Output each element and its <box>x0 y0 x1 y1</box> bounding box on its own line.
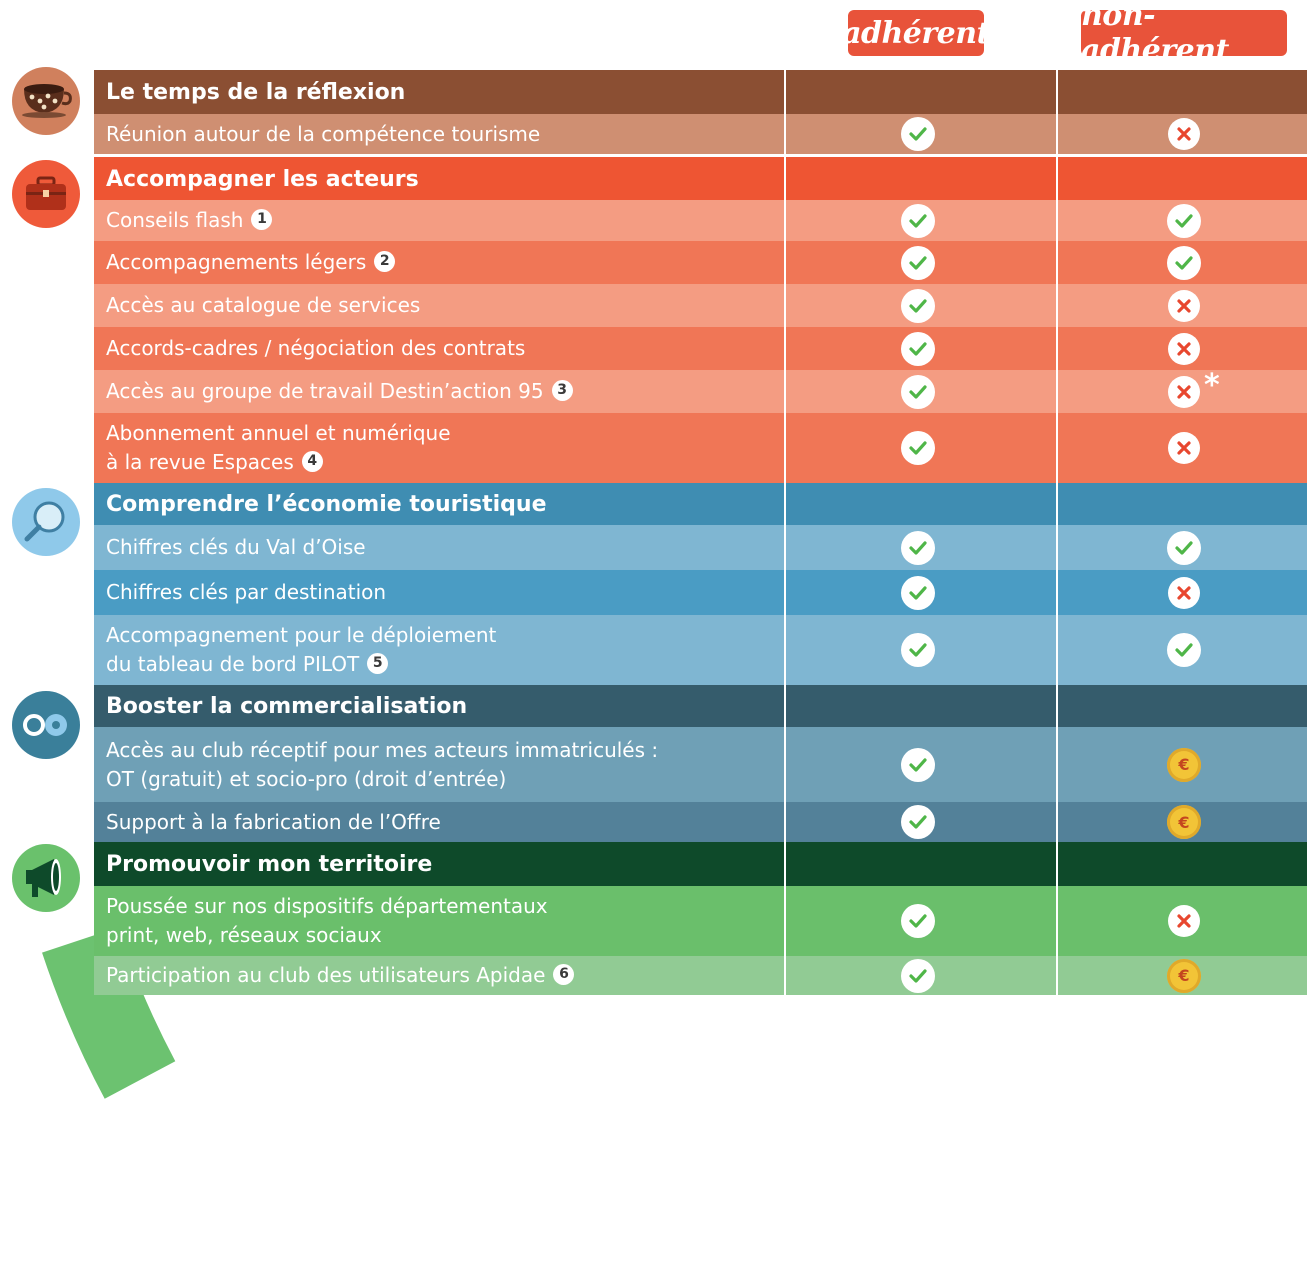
table-row <box>94 615 1307 685</box>
check-icon <box>1167 204 1201 238</box>
cross-icon <box>1168 333 1200 365</box>
table-row <box>94 200 1307 241</box>
megaphone-icon <box>12 844 80 912</box>
row-label-line: Abonnement annuel et numérique <box>106 421 451 445</box>
euro-coin-icon: € <box>1167 805 1201 839</box>
section-title-text: Accompagner les acteurs <box>106 166 419 192</box>
footnote-number-badge: 2 <box>374 251 395 272</box>
row-label-text <box>106 334 525 363</box>
row-label <box>106 241 395 284</box>
check-icon <box>901 576 935 610</box>
check-icon <box>1167 531 1201 565</box>
row-label-line: Support à la fabrication de l’Offre <box>106 809 441 834</box>
row-label-text <box>106 808 441 837</box>
row-label-line: Accès au club réceptif pour mes acteurs immatriculés : <box>106 737 659 762</box>
cross-icon <box>1168 118 1200 150</box>
row-label-line: Réunion autour de la compétence tourisme <box>106 121 541 146</box>
table-row <box>94 413 1307 483</box>
cross-icon <box>1168 577 1200 609</box>
row-label-line: du tableau de bord PILOT 5 <box>106 650 496 679</box>
row-label-line: Accords-cadres / négociation des contrats <box>106 336 526 360</box>
row-label-line: Chiffres clés par destination <box>106 580 387 604</box>
section-title <box>106 157 419 201</box>
section-header <box>94 685 1307 727</box>
briefcase-icon <box>12 160 80 228</box>
row-label-text <box>106 736 658 794</box>
row-label-text <box>106 621 496 679</box>
section-header <box>94 483 1307 525</box>
row-label-line: Accès au catalogue de services <box>106 293 421 317</box>
check-icon <box>901 748 935 782</box>
cross-icon <box>1168 290 1200 322</box>
footnote-number-badge: 6 <box>553 964 574 985</box>
row-label-text <box>106 291 420 320</box>
row-label <box>106 200 272 241</box>
check-icon <box>901 289 935 323</box>
row-label <box>106 727 658 802</box>
table-row <box>94 886 1307 956</box>
section-header <box>94 157 1307 201</box>
row-label-line: à la revue Espaces 4 <box>106 448 451 477</box>
row-label-text <box>106 206 272 235</box>
check-icon <box>901 531 935 565</box>
table-row <box>94 284 1307 327</box>
check-icon <box>901 204 935 238</box>
row-label-text <box>106 961 574 990</box>
gears-icon <box>12 691 80 759</box>
row-label <box>106 886 548 956</box>
table-row <box>94 802 1307 842</box>
table-row <box>94 727 1307 802</box>
cross-icon <box>1168 432 1200 464</box>
section-header <box>94 70 1307 114</box>
cross-icon <box>1168 376 1200 408</box>
check-icon <box>901 332 935 366</box>
row-label-text <box>106 120 540 149</box>
row-label-text <box>106 578 386 607</box>
row-label-line: print, web, réseaux sociaux <box>106 923 382 947</box>
row-label <box>106 615 496 685</box>
row-label-line: Accompagnements légers 2 <box>106 248 395 277</box>
row-label-text <box>106 533 366 562</box>
row-label-line: Conseils flash 1 <box>106 206 272 235</box>
check-icon <box>901 904 935 938</box>
euro-coin-icon: € <box>1167 959 1201 993</box>
table-row <box>94 525 1307 570</box>
row-label <box>106 802 441 842</box>
column-divider <box>784 70 786 995</box>
row-label-line: Poussée sur nos dispositifs départementaux <box>106 894 548 918</box>
row-label-line: Chiffres clés du Val d’Oise <box>106 535 366 559</box>
row-label <box>106 956 574 995</box>
row-label-line: Accès au groupe de travail Destin’action 95 3 <box>106 377 573 406</box>
section-title <box>106 483 547 525</box>
table-row <box>94 327 1307 370</box>
check-icon <box>901 375 935 409</box>
euro-coin-icon: € <box>1167 748 1201 782</box>
row-label-text <box>106 419 451 477</box>
asterisk-note: * <box>1204 367 1220 403</box>
section-title-text: Le temps de la réflexion <box>106 79 406 105</box>
section-title-text: Promouvoir mon territoire <box>106 851 433 877</box>
row-label-text <box>106 377 573 406</box>
check-icon <box>901 959 935 993</box>
section-title <box>106 685 467 727</box>
check-icon <box>901 431 935 465</box>
section-title-text: Comprendre l’économie touristique <box>106 491 547 517</box>
cross-icon <box>1168 905 1200 937</box>
check-icon <box>1167 633 1201 667</box>
row-label <box>106 284 420 327</box>
section-title <box>106 70 405 114</box>
table-row <box>94 956 1307 995</box>
row-label-line: Accompagnement pour le déploiement <box>106 623 497 647</box>
row-label <box>106 327 525 370</box>
row-label <box>106 413 451 483</box>
check-icon <box>901 633 935 667</box>
section-title <box>106 842 432 886</box>
row-label <box>106 114 540 154</box>
table-row <box>94 114 1307 154</box>
footnote-number-badge: 1 <box>251 209 272 230</box>
row-label <box>106 570 386 615</box>
magnifier-icon <box>12 488 80 556</box>
table-row <box>94 241 1307 284</box>
table-row <box>94 367 1307 413</box>
row-label-line: Participation au club des utilisateurs Apidae 6 <box>106 961 574 990</box>
column-divider <box>1056 70 1058 995</box>
row-label <box>106 525 366 570</box>
footnote-number-badge: 4 <box>302 451 323 472</box>
header-non-adherent: non-adhérent <box>1081 10 1287 56</box>
row-label-text <box>106 892 548 950</box>
check-icon <box>901 805 935 839</box>
coffee-cup-icon <box>12 67 80 135</box>
row-label-line: OT (gratuit) et socio-pro (droit d’entrée) <box>106 766 507 791</box>
check-icon <box>901 246 935 280</box>
footnote-number-badge: 5 <box>367 653 388 674</box>
row-label-text <box>106 248 395 277</box>
row-label <box>106 370 573 413</box>
table-row <box>94 570 1307 615</box>
check-icon <box>901 117 935 151</box>
section-header <box>94 842 1307 886</box>
footnote-number-badge: 3 <box>552 380 573 401</box>
section-title-text: Booster la commercialisation <box>106 693 468 719</box>
header-adherent: adhérent <box>848 10 984 56</box>
check-icon <box>1167 246 1201 280</box>
